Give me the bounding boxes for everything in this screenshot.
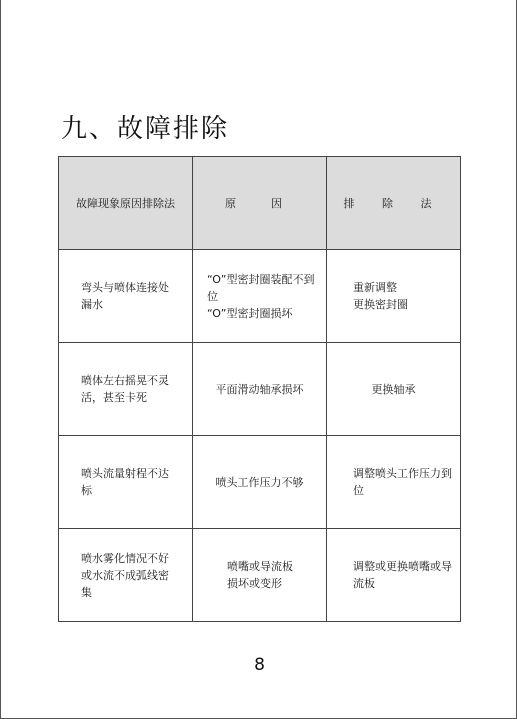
cause-cell [193, 343, 327, 436]
table-header-row [59, 157, 461, 250]
cause-text: 喷嘴或导流板损坏或变形 [227, 560, 293, 590]
table-row [59, 343, 461, 436]
phenomenon-text: 喷头流量射程不达标 [81, 467, 169, 497]
phenomenon-text: 喷水雾化情况不好或水流不成弧线密集 [81, 551, 169, 599]
table-row [59, 250, 461, 343]
section-title: 九、故障排除 [61, 114, 230, 144]
header-solution: 排 除 法 [327, 157, 461, 250]
solution-text [327, 279, 460, 313]
phenomenon-cell [59, 250, 193, 343]
solution-cell [327, 250, 461, 343]
phenomenon-cell [59, 436, 193, 529]
solution-cell [327, 436, 461, 529]
solution-text: 调整喷头工作压力到位 [353, 467, 452, 497]
phenomenon-text: 弯头与喷体连接处漏水 [81, 281, 169, 311]
solution-cell [327, 529, 461, 622]
cause-text: 喷头工作压力不够 [215, 475, 304, 489]
cause-text [193, 271, 326, 322]
cause-cell [193, 250, 327, 343]
solution-line: 更换密封圈 [353, 298, 408, 311]
solution-text: 更换轴承 [371, 382, 416, 396]
troubleshooting-table [58, 156, 461, 622]
cause-cell [193, 529, 327, 622]
cause-text: 平面滑动轴承损坏 [215, 382, 304, 396]
header-cause: 原 因 [193, 157, 327, 250]
page-number: 8 [254, 655, 265, 675]
solution-line: 重新调整 [353, 281, 397, 294]
phenomenon-cell [59, 529, 193, 622]
solution-cell [327, 343, 461, 436]
phenomenon-cell [59, 343, 193, 436]
cause-line: “O”型密封圈装配不到位 [207, 272, 315, 303]
table-row [59, 436, 461, 529]
phenomenon-text: 喷体左右摇晃不灵活，甚至卡死 [81, 374, 169, 404]
cause-line: “O”型密封圈损坏 [207, 306, 293, 320]
cause-cell [193, 436, 327, 529]
table-row [59, 529, 461, 622]
solution-text: 调整或更换喷嘴或导流板 [353, 560, 452, 590]
header-phenomenon: 故障现象原因排除法 [59, 157, 193, 250]
